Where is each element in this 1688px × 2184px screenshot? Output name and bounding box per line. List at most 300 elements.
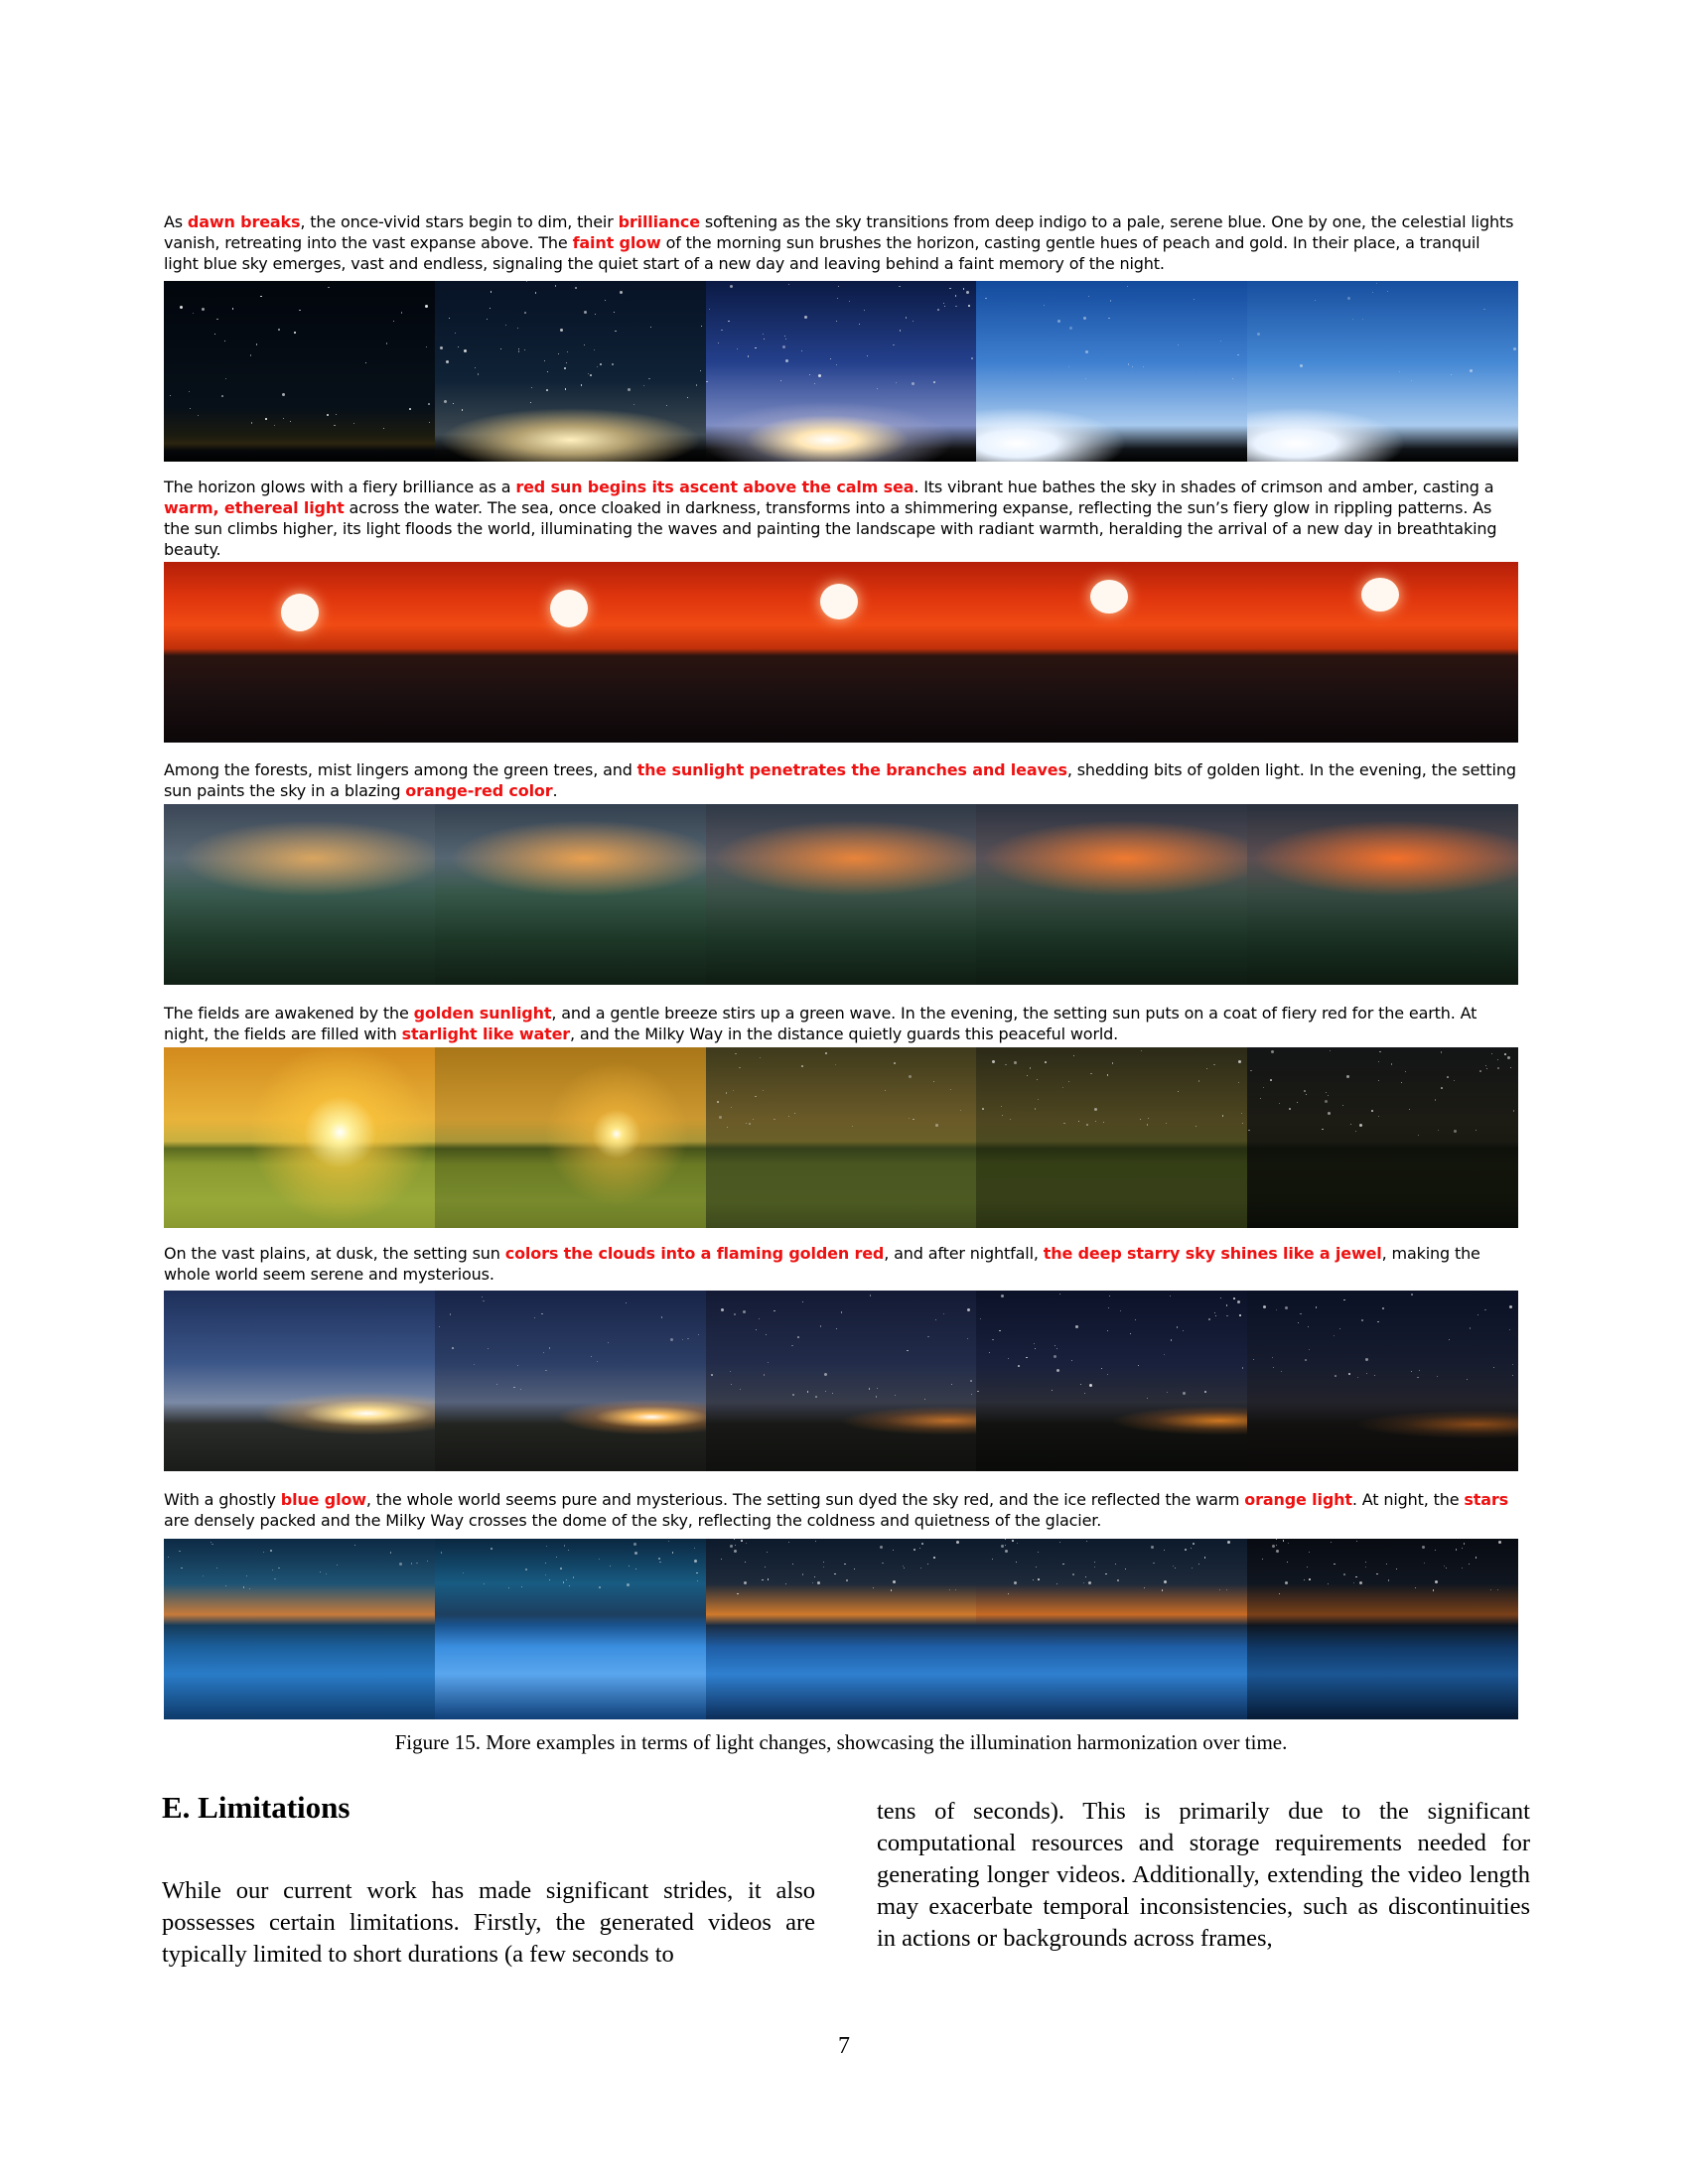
star <box>989 1352 990 1353</box>
sun-2-3 <box>820 584 858 619</box>
star <box>1018 1365 1020 1367</box>
star <box>784 336 785 337</box>
star <box>1215 1315 1216 1316</box>
star <box>1071 1360 1072 1361</box>
star <box>299 310 301 312</box>
star <box>564 1545 566 1547</box>
star <box>1331 1542 1332 1543</box>
star <box>246 1575 247 1576</box>
star <box>198 415 199 416</box>
star <box>1279 1593 1281 1595</box>
star <box>1239 1314 1241 1316</box>
star <box>1405 1071 1406 1072</box>
caption-phrase: , the once-vivid stars begin to dim, their <box>300 212 619 231</box>
star <box>517 328 518 329</box>
star <box>1153 1563 1155 1565</box>
star <box>1140 1119 1142 1121</box>
star <box>1242 1123 1243 1124</box>
star <box>487 319 488 320</box>
star <box>1399 371 1400 372</box>
star <box>743 1310 746 1313</box>
star <box>1167 1392 1168 1393</box>
frame-4-1 <box>164 1047 435 1228</box>
star <box>701 326 703 328</box>
star <box>718 342 719 343</box>
star <box>505 325 506 326</box>
star <box>893 344 895 346</box>
star <box>1411 1294 1413 1296</box>
star <box>767 1552 768 1553</box>
highlighted-phrase: golden sunlight <box>413 1004 552 1023</box>
star <box>1108 318 1110 320</box>
star <box>697 1580 698 1581</box>
star <box>687 397 688 398</box>
highlighted-phrase: stars <box>1464 1490 1508 1509</box>
star <box>274 425 276 427</box>
frame-3-2 <box>435 804 706 985</box>
star <box>513 1387 515 1389</box>
star <box>849 301 851 303</box>
star <box>180 306 183 309</box>
star <box>1451 374 1452 375</box>
star <box>823 1562 824 1563</box>
star <box>1005 1545 1006 1546</box>
star <box>1085 1576 1087 1578</box>
star <box>967 1308 970 1311</box>
star <box>1164 1354 1166 1356</box>
frame-4-3 <box>706 1047 977 1228</box>
star <box>1035 1108 1037 1110</box>
star <box>1328 1095 1329 1096</box>
star <box>1038 1099 1039 1100</box>
row-1-caption <box>164 211 1519 274</box>
sun-2-5 <box>1361 578 1399 612</box>
star <box>490 308 491 309</box>
star <box>650 327 652 329</box>
star <box>832 1393 833 1394</box>
star <box>1171 1339 1173 1341</box>
star <box>320 1571 321 1572</box>
star <box>401 312 403 314</box>
star <box>591 1356 592 1357</box>
star <box>728 321 730 323</box>
star <box>694 1548 695 1549</box>
star <box>885 1090 886 1091</box>
star <box>836 364 837 365</box>
row-2-caption <box>164 477 1519 560</box>
star <box>1204 1557 1206 1559</box>
highlighted-phrase: dawn breaks <box>187 212 301 231</box>
highlighted-phrase: the sunlight penetrates the branches and leaves <box>636 760 1067 779</box>
star <box>792 1394 794 1396</box>
star <box>1512 1364 1514 1366</box>
star <box>737 1593 739 1595</box>
star <box>1357 1377 1359 1379</box>
star <box>838 286 840 288</box>
star <box>1191 1548 1192 1549</box>
star <box>496 1384 497 1385</box>
star <box>1083 1582 1084 1583</box>
star <box>597 1361 598 1362</box>
star <box>1095 1121 1096 1122</box>
star <box>1353 1582 1354 1583</box>
star <box>1193 1543 1195 1545</box>
caption-phrase: of the morning sun brushes the horizon, casting gentle hues of peach and gold. In their place, a tranquil light blue sky emerges, vast and endless, signaling the quiet start of a new day and leaving behind a faint memory of the night. <box>164 233 1480 273</box>
star <box>1027 1075 1028 1076</box>
star <box>1513 1110 1515 1112</box>
star <box>1454 1080 1455 1081</box>
frame-2-1 <box>164 562 435 743</box>
star <box>600 363 602 365</box>
star <box>568 1550 569 1551</box>
star <box>737 348 738 349</box>
star <box>560 329 563 332</box>
star <box>1147 1124 1149 1126</box>
star <box>668 1541 669 1542</box>
star <box>1339 1328 1341 1330</box>
star <box>730 1371 731 1372</box>
star <box>823 1567 824 1568</box>
star <box>566 362 567 363</box>
highlighted-phrase: warm, ethereal light <box>164 498 345 517</box>
star <box>541 1313 543 1315</box>
star <box>1016 1562 1017 1563</box>
star <box>1435 1580 1438 1583</box>
star <box>956 1541 959 1544</box>
star <box>746 1543 748 1545</box>
star <box>1002 1115 1003 1116</box>
frame-1-1 <box>164 281 435 462</box>
star <box>1226 1304 1228 1306</box>
caption-phrase: are densely packed and the Milky Way crosses the dome of the sky, reflecting the coldness and quietness of the glacier. <box>164 1511 1102 1530</box>
star <box>1185 1549 1187 1551</box>
star <box>1476 1557 1477 1559</box>
star <box>913 1119 914 1121</box>
star <box>970 1380 972 1382</box>
star <box>919 1548 920 1549</box>
star <box>1298 1322 1299 1323</box>
star <box>610 1566 611 1567</box>
star <box>594 349 595 350</box>
star <box>274 1578 276 1580</box>
highlighted-phrase: colors the clouds into a flaming golden red <box>504 1244 885 1263</box>
star <box>774 1310 775 1312</box>
frame-3-3 <box>706 804 977 985</box>
star <box>1362 319 1363 320</box>
star <box>944 306 945 307</box>
star <box>817 1581 820 1584</box>
star <box>203 1575 205 1577</box>
star <box>912 382 914 385</box>
star <box>815 1541 816 1542</box>
star <box>700 370 701 371</box>
star <box>597 366 598 367</box>
star <box>1008 1358 1009 1359</box>
star <box>1276 1545 1277 1546</box>
star <box>270 1550 272 1552</box>
frame-5-2 <box>435 1291 706 1471</box>
star <box>521 1586 522 1587</box>
star <box>326 1573 327 1574</box>
star <box>1470 369 1473 372</box>
frame-2-3 <box>706 562 977 743</box>
star <box>1483 309 1485 311</box>
star <box>558 353 559 354</box>
star <box>1241 1113 1243 1115</box>
star <box>730 1545 733 1548</box>
star <box>682 1339 684 1341</box>
caption-phrase: . Its vibrant hue bathes the sky in shades of crimson and amber, casting a <box>914 478 1494 496</box>
star <box>1328 1583 1329 1584</box>
star <box>971 357 973 359</box>
star <box>1117 1579 1119 1581</box>
star <box>1279 1103 1280 1104</box>
star <box>1248 1130 1250 1132</box>
star <box>1257 333 1260 336</box>
star <box>1374 1375 1375 1376</box>
star <box>963 288 965 290</box>
star <box>526 281 527 282</box>
star <box>1005 1064 1007 1066</box>
star <box>992 1060 995 1063</box>
star <box>852 1126 853 1127</box>
star <box>740 1389 741 1390</box>
sun-2-4 <box>1090 580 1128 614</box>
star <box>841 1311 843 1313</box>
star <box>894 1062 896 1064</box>
star <box>546 1546 548 1548</box>
star <box>524 349 526 351</box>
body-text-right-column: tens of seconds). This is primarily due to the significant computational resources and storage requirements needed for generating longer videos. Additionally, extending the video length may exacerbate temporal inconsistencies, such as discontinuities in actions or backgrounds across frames, <box>877 1798 1530 1952</box>
star <box>661 1316 663 1318</box>
star <box>814 383 815 384</box>
star <box>225 378 226 379</box>
star <box>1001 1545 1004 1548</box>
star <box>1467 1379 1468 1380</box>
star <box>968 305 970 307</box>
star <box>854 1569 855 1570</box>
star <box>834 1573 836 1575</box>
star <box>1086 1541 1087 1542</box>
star <box>1262 1559 1263 1560</box>
star <box>411 1563 413 1565</box>
star <box>1173 1566 1174 1567</box>
star <box>698 1334 699 1335</box>
star <box>1343 1573 1345 1575</box>
star <box>731 1107 732 1108</box>
star <box>1192 1568 1193 1569</box>
star <box>334 425 336 427</box>
frame-1-5 <box>1247 281 1518 462</box>
star <box>950 1089 951 1090</box>
star <box>1147 1398 1148 1399</box>
star <box>1233 1297 1235 1299</box>
star <box>1214 1312 1215 1313</box>
caption-phrase: , making the whole world seem serene and mysterious. <box>164 1244 1480 1284</box>
star <box>1308 1326 1309 1327</box>
star <box>1130 1333 1131 1334</box>
star <box>746 1123 747 1124</box>
row-2-image-strip <box>164 562 1518 743</box>
star <box>1330 1050 1331 1051</box>
caption-phrase: . <box>552 781 558 800</box>
star <box>774 1119 775 1121</box>
star <box>416 1563 418 1565</box>
star <box>1068 366 1070 368</box>
star <box>880 1546 883 1549</box>
star <box>1322 1129 1324 1131</box>
caption-phrase: The horizon glows with a fiery brilliance as a <box>164 478 516 496</box>
frame-4-5 <box>1247 1047 1518 1228</box>
star <box>1059 1542 1060 1543</box>
star <box>336 414 337 415</box>
caption-phrase: , the whole world seems pure and mysterious. The setting sun dyed the sky red, and the ice reflected the warm <box>365 1490 1245 1509</box>
star <box>1498 1541 1501 1544</box>
star <box>955 1589 956 1590</box>
row-3-caption <box>164 759 1519 801</box>
star <box>759 1318 761 1320</box>
caption-phrase: across the water. The sea, once cloaked in darkness, transforms into a shimmering expanse, reflecting the sun’s fiery glow in rippling patterns. As the sun climbs higher, its light floods the world, illuminating the waves and painting the landscape with radiant warmth, heralding the arrival of a new day in breathtaking beauty. <box>164 498 1497 559</box>
star <box>734 1313 736 1315</box>
section-title: E. Limitations <box>162 1790 351 1825</box>
star <box>634 1552 637 1555</box>
star <box>949 288 951 290</box>
star <box>1507 1056 1510 1059</box>
highlighted-phrase: faint glow <box>572 233 661 252</box>
star <box>807 1391 809 1393</box>
star <box>1068 1081 1070 1083</box>
star <box>1378 1061 1379 1062</box>
star <box>1220 341 1222 342</box>
star <box>1036 1567 1037 1568</box>
frame-6-3 <box>706 1539 977 1719</box>
star <box>590 374 592 376</box>
star <box>797 1336 799 1338</box>
star <box>1107 1330 1108 1331</box>
star <box>265 418 267 420</box>
star <box>1107 1074 1109 1076</box>
star <box>1183 1392 1186 1395</box>
star <box>643 385 645 387</box>
star <box>992 1559 993 1560</box>
star <box>1304 1090 1306 1092</box>
star <box>788 1116 790 1118</box>
star <box>909 1075 912 1078</box>
star <box>825 1052 827 1054</box>
star <box>1083 317 1086 320</box>
star <box>780 380 782 382</box>
star <box>933 1557 935 1559</box>
star <box>966 291 969 294</box>
star <box>283 418 284 419</box>
star <box>1328 1112 1331 1115</box>
caption-phrase: , and after nightfall, <box>884 1244 1044 1263</box>
star <box>1085 378 1086 379</box>
star <box>383 428 384 429</box>
star <box>1377 1321 1379 1323</box>
star <box>1226 1589 1227 1590</box>
star <box>971 1394 972 1395</box>
star <box>1008 1593 1010 1595</box>
star <box>1300 364 1303 367</box>
star <box>386 342 388 344</box>
star <box>1315 300 1317 302</box>
star <box>409 408 411 410</box>
star <box>825 1391 826 1392</box>
star <box>500 348 501 349</box>
star <box>1382 1307 1384 1309</box>
star <box>168 1557 169 1558</box>
star <box>1138 1365 1139 1366</box>
star <box>1108 1307 1109 1308</box>
star <box>446 360 449 363</box>
star <box>1513 347 1516 350</box>
star <box>524 312 526 314</box>
star <box>1253 1359 1255 1361</box>
star <box>426 346 427 347</box>
star <box>792 1564 794 1566</box>
star <box>782 345 785 348</box>
star <box>1391 1063 1393 1065</box>
caption-phrase: , and the Milky Way in the distance quietly guards this peaceful world. <box>570 1024 1119 1043</box>
star <box>1080 1384 1081 1385</box>
star <box>232 308 234 310</box>
star <box>1017 1543 1019 1545</box>
star <box>1415 1587 1416 1588</box>
star <box>837 298 838 299</box>
star <box>337 1565 338 1566</box>
star <box>390 1552 392 1554</box>
star <box>711 1374 713 1376</box>
star <box>1470 1327 1472 1329</box>
star <box>353 423 354 424</box>
star <box>1441 1087 1443 1089</box>
star <box>1237 1300 1240 1303</box>
star <box>824 1373 827 1376</box>
star <box>706 381 708 383</box>
highlighted-phrase: red sun begins its ascent above the calm sea <box>515 478 914 496</box>
star <box>1348 1373 1350 1375</box>
star <box>687 1338 689 1340</box>
star <box>1485 1065 1486 1066</box>
star <box>567 351 568 352</box>
star <box>765 1567 766 1568</box>
star <box>1276 1539 1277 1540</box>
star <box>719 1116 722 1119</box>
star <box>721 330 723 332</box>
star <box>906 317 908 319</box>
star <box>943 303 944 304</box>
star <box>179 1551 181 1553</box>
star <box>584 311 587 314</box>
star <box>1208 1318 1210 1320</box>
star <box>1226 1315 1228 1317</box>
star <box>1005 1550 1008 1553</box>
star <box>1325 1100 1328 1103</box>
star <box>835 1064 836 1065</box>
star <box>1486 1068 1487 1069</box>
star <box>535 292 537 294</box>
page-number: 7 <box>838 2033 850 2059</box>
star <box>867 355 868 356</box>
star <box>1034 1343 1036 1345</box>
star <box>1288 1543 1290 1545</box>
star <box>818 374 821 377</box>
star <box>949 1589 950 1590</box>
star <box>785 1583 786 1584</box>
star <box>278 329 280 331</box>
star <box>1166 1123 1167 1124</box>
